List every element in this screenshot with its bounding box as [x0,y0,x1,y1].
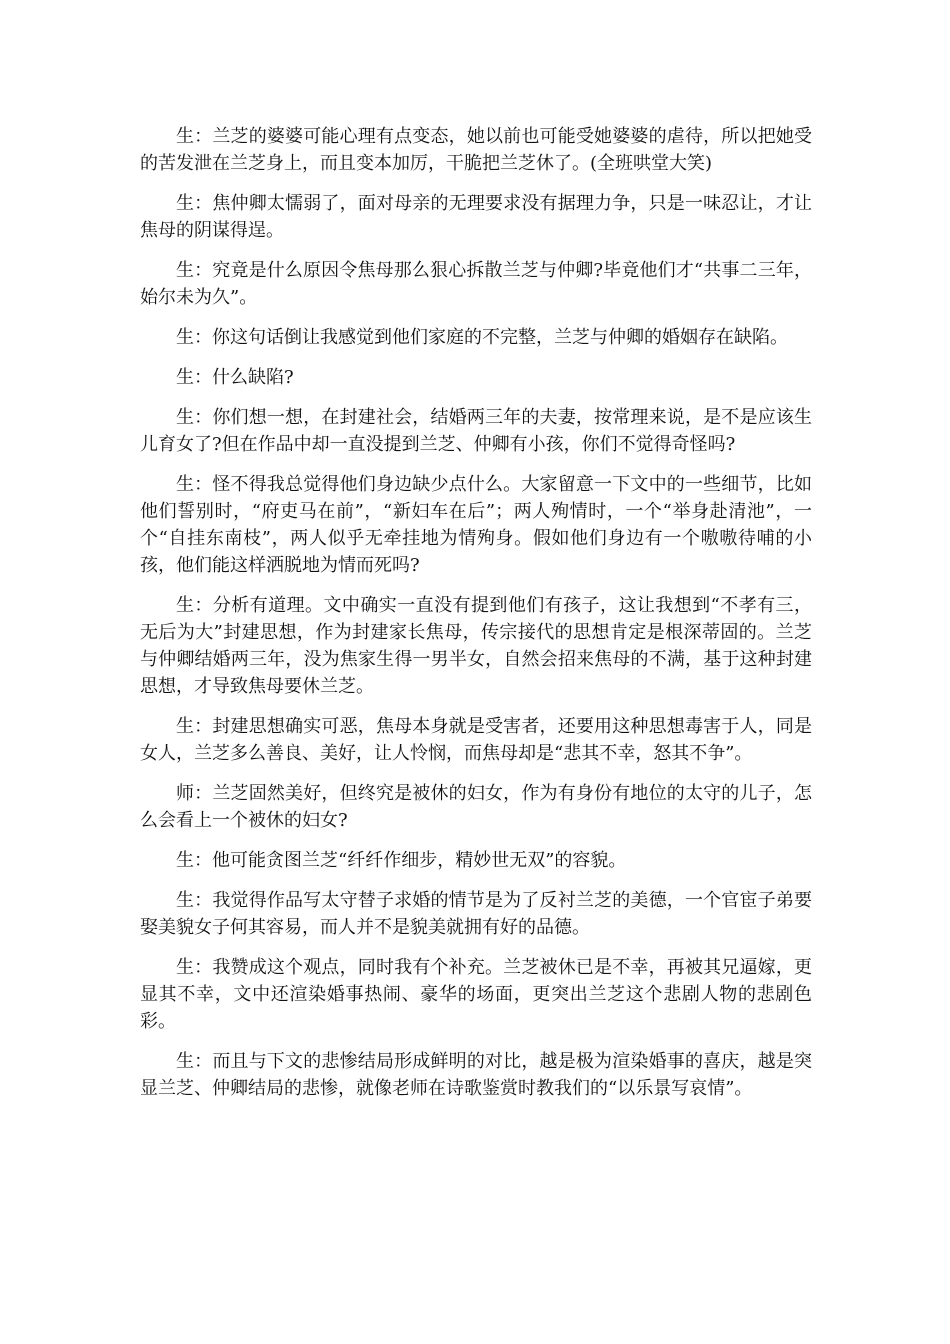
dialogue-paragraph: 生：焦仲卿太懦弱了，面对母亲的无理要求没有据理力争，只是一味忍让，才让焦母的阴谋得逞。 [140,193,812,241]
dialogue-paragraph: 生：而且与下文的悲惨结局形成鲜明的对比，越是极为渲染婚事的喜庆，越是突显兰芝、仲卿结局的悲惨，就像老师在诗歌鉴赏时教我们的“以乐景写哀情”。 [140,1051,812,1099]
dialogue-paragraph: 师：兰芝固然美好，但终究是被休的妇女，作为有身份有地位的太守的儿子，怎么会看上一个被休的妇女? [140,783,812,831]
dialogue-paragraph: 生：他可能贪图兰芝“纤纤作细步，精妙世无双”的容貌。 [176,850,627,871]
dialogue-paragraph: 生：你这句话倒让我感觉到他们家庭的不完整，兰芝与仲卿的婚姻存在缺陷。 [176,327,788,348]
dialogue-paragraph: 生：究竟是什么原因令焦母那么狠心拆散兰芝与仲卿?毕竟他们才“共事二三年，始尔未为久”。 [140,260,812,308]
dialogue-paragraph: 生：你们想一想，在封建社会，结婚两三年的夫妻，按常理来说，是不是应该生儿育女了?但在作品中却一直没提到兰芝、仲卿有小孩，你们不觉得奇怪吗? [140,407,812,455]
dialogue-paragraph: 生：什么缺陷? [176,367,294,388]
dialogue-paragraph: 生：怪不得我总觉得他们身边缺少点什么。大家留意一下文中的一些细节，比如他们誓别时，“府吏马在前”，“新妇车在后”；两人殉情时，一个“举身赴清池”，一个“自挂东南枝”，两人似乎无牵挂地为情殉身。假如他们身边有一个嗷嗷待哺的小孩，他们能这样洒脱地为情而死吗? [140,474,812,576]
dialogue-paragraph: 生：封建思想确实可恶，焦母本身就是受害者，还要用这种思想毒害于人，同是女人，兰芝多么善良、美好，让人怜悯，而焦母却是“悲其不幸，怒其不争”。 [140,716,812,764]
dialogue-paragraph: 生：分析有道理。文中确实一直没有提到他们有孩子，这让我想到“不孝有三，无后为大”封建思想，作为封建家长焦母，传宗接代的思想肯定是根深蒂固的。兰芝与仲卿结婚两三年，没为焦家生得一男半女，自然会招来焦母的不满，基于这种封建思想，才导致焦母要休兰芝。 [140,595,812,697]
dialogue-paragraph: 生：兰芝的婆婆可能心理有点变态，她以前也可能受她婆婆的虐待，所以把她受的苦发泄在兰芝身上，而且变本加厉，干脆把兰芝休了。(全班哄堂大笑) [140,126,812,174]
document-body [140,123,812,1115]
dialogue-paragraph: 生：我赞成这个观点，同时我有个补充。兰芝被休已是不幸，再被其兄逼嫁，更显其不幸，文中还渲染婚事热闹、豪华的场面，更突出兰芝这个悲剧人物的悲剧色彩。 [140,957,812,1032]
dialogue-paragraph: 生：我觉得作品写太守替子求婚的情节是为了反衬兰芝的美德，一个官宦子弟要娶美貌女子何其容易，而人并不是貌美就拥有好的品德。 [140,890,812,938]
